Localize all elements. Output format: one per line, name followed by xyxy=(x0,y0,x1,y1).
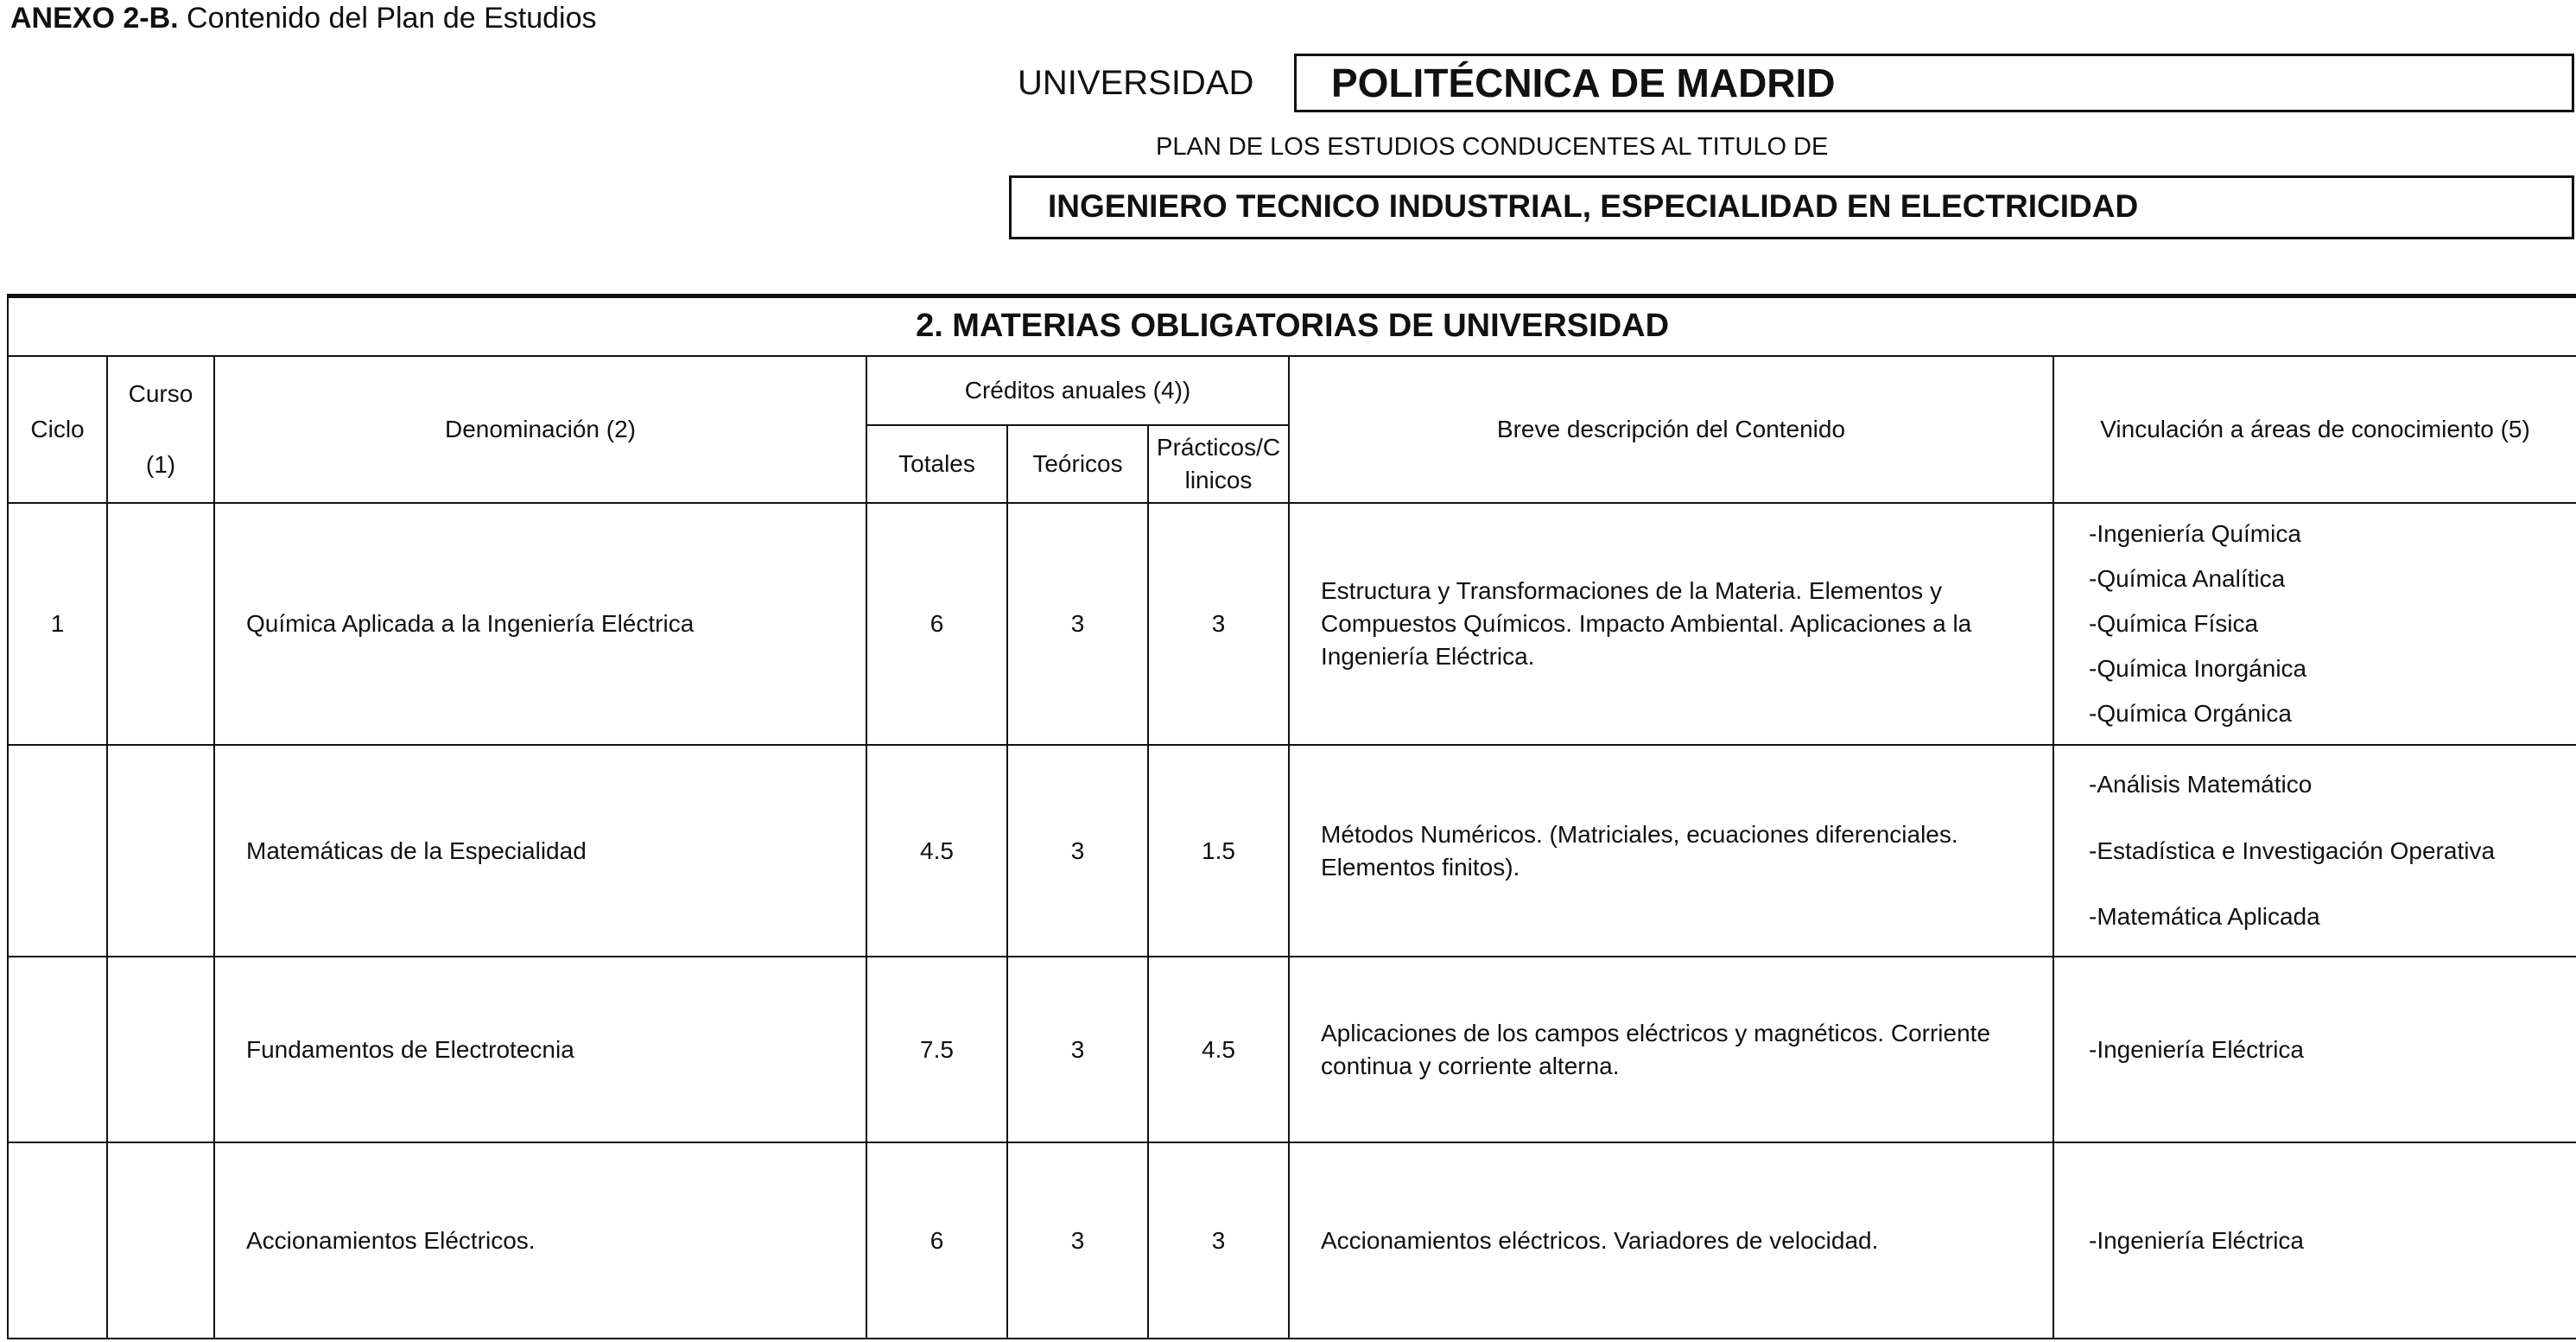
annex-title: Contenido del Plan de Estudios xyxy=(187,2,597,35)
cell-curso xyxy=(107,745,214,957)
header-curso xyxy=(107,356,214,503)
subjects-table xyxy=(7,296,2576,1339)
cell-teoricos: 3 xyxy=(1007,503,1148,745)
header-ciclo xyxy=(8,356,107,503)
cell-totales: 7.5 xyxy=(866,957,1007,1142)
vinculacion-item: -Química Analítica xyxy=(2089,565,2286,593)
vinculacion-item: -Química Inorgánica xyxy=(2089,655,2307,683)
annex-heading xyxy=(10,2,597,35)
vinculacion-item: -Ingeniería Química xyxy=(2089,520,2301,548)
table-row xyxy=(8,503,2576,745)
cell-denominacion: Fundamentos de Electrotecnia xyxy=(214,957,866,1142)
table-row xyxy=(8,745,2576,957)
header-vinculacion: Vinculación a áreas de conocimiento (5) xyxy=(2053,356,2576,503)
vinculacion-item: -Química Física xyxy=(2089,610,2259,638)
cell-ciclo xyxy=(8,745,107,957)
header-ciclo-label: Ciclo xyxy=(30,416,85,443)
cell-denominacion: Química Aplicada a la Ingeniería Eléctrica xyxy=(214,503,866,745)
cell-totales: 6 xyxy=(866,1142,1007,1339)
header-creditos: Créditos anuales (4)) xyxy=(866,356,1289,425)
cell-totales: 4.5 xyxy=(866,745,1007,957)
cell-descripcion: Aplicaciones de los campos eléctricos y magnéticos. Corriente continua y corriente alterna. xyxy=(1289,957,2053,1142)
plan-label: PLAN DE LOS ESTUDIOS CONDUCENTES AL TITULO DE xyxy=(1156,133,1829,161)
cell-vinculacion xyxy=(2053,745,2576,957)
cell-ciclo xyxy=(8,957,107,1142)
cell-denominacion: Accionamientos Eléctricos. xyxy=(214,1142,866,1339)
cell-descripcion: Métodos Numéricos. (Matriciales, ecuaciones diferenciales. Elementos finitos). xyxy=(1289,745,2053,957)
cell-denominacion: Matemáticas de la Especialidad xyxy=(214,745,866,957)
cell-vinculacion xyxy=(2053,503,2576,745)
cell-teoricos: 3 xyxy=(1007,745,1148,957)
vinculacion-item: -Análisis Matemático xyxy=(2089,770,2313,798)
cell-teoricos: 3 xyxy=(1007,1142,1148,1339)
university-label: UNIVERSIDAD xyxy=(1018,64,1254,102)
cell-teoricos: 3 xyxy=(1007,957,1148,1142)
vinculacion-item: -Ingeniería Eléctrica xyxy=(2089,1035,2305,1063)
university-name: POLITÉCNICA DE MADRID xyxy=(1294,54,2574,112)
cell-descripcion: Estructura y Transformaciones de la Materia. Elementos y Compuestos Químicos. Impacto Ambiental. Aplicaciones a la Ingeniería Eléctrica. xyxy=(1289,503,2053,745)
cell-practicos: 1.5 xyxy=(1148,745,1289,957)
cell-vinculacion xyxy=(2053,1142,2576,1339)
cell-curso xyxy=(107,1142,214,1339)
cell-practicos: 4.5 xyxy=(1148,957,1289,1142)
header-curso-note: (1) xyxy=(145,451,176,478)
cell-ciclo: 1 xyxy=(8,503,107,745)
header-teoricos: Teóricos xyxy=(1007,425,1148,503)
header-curso-label: Curso xyxy=(128,380,194,408)
header-totales: Totales xyxy=(866,425,1007,503)
cell-practicos: 3 xyxy=(1148,1142,1289,1339)
vinculacion-item: -Estadística e Investigación Operativa xyxy=(2089,836,2496,864)
header-practicos: Prácticos/C linicos xyxy=(1148,425,1289,503)
vinculacion-item: -Química Orgánica xyxy=(2089,700,2292,728)
cell-totales: 6 xyxy=(866,503,1007,745)
cell-vinculacion xyxy=(2053,957,2576,1142)
table-row xyxy=(8,957,2576,1142)
table-row xyxy=(8,1142,2576,1339)
cell-descripcion: Accionamientos eléctricos. Variadores de velocidad. xyxy=(1289,1142,2053,1339)
cell-curso xyxy=(107,503,214,745)
header-descripcion: Breve descripción del Contenido xyxy=(1289,356,2053,503)
vinculacion-item: -Ingeniería Eléctrica xyxy=(2089,1226,2305,1254)
header-denominacion: Denominación (2) xyxy=(214,356,866,503)
degree-title: INGENIERO TECNICO INDUSTRIAL, ESPECIALIDAD EN ELECTRICIDAD xyxy=(1009,175,2574,239)
cell-practicos: 3 xyxy=(1148,503,1289,745)
cell-curso xyxy=(107,957,214,1142)
section-title: 2. MATERIAS OBLIGATORIAS DE UNIVERSIDAD xyxy=(8,297,2576,356)
vinculacion-item: -Matemática Aplicada xyxy=(2089,903,2320,931)
annex-code: ANEXO 2-B. xyxy=(10,2,179,35)
cell-ciclo xyxy=(8,1142,107,1339)
